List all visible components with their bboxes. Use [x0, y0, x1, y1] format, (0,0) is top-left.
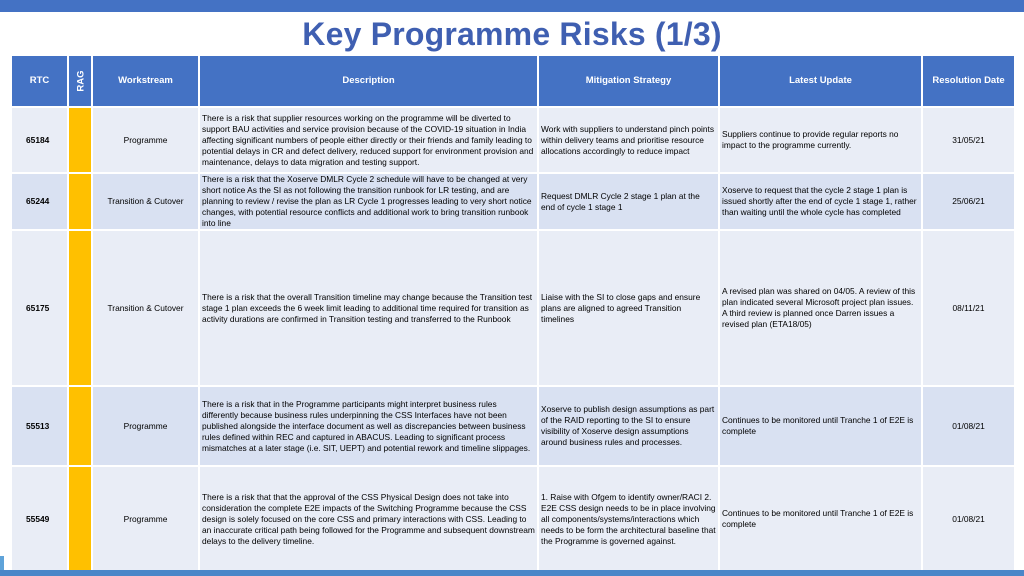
- table-row: [11, 107, 1015, 173]
- resolution-date-cell: 31/05/21: [922, 107, 1015, 173]
- header-workstream: Workstream: [92, 55, 199, 107]
- header-resolution-date: Resolution Date: [922, 55, 1015, 107]
- bottom-accent-bar: [0, 570, 1024, 576]
- latest-update-cell: Continues to be monitored until Tranche 1 of E2E is complete: [719, 466, 922, 572]
- resolution-date-cell: 25/06/21: [922, 173, 1015, 230]
- resolution-date-cell: 08/11/21: [922, 230, 1015, 386]
- rag-status-amber: [68, 173, 92, 230]
- rtc-cell: 55549: [11, 466, 68, 572]
- latest-update-cell: Continues to be monitored until Tranche 1 of E2E is complete: [719, 386, 922, 466]
- latest-update-cell: A revised plan was shared on 04/05. A review of this plan indicated several Microsoft project plan issues. A third review is planned once Darren issues a revised plan (ETA18/05): [719, 230, 922, 386]
- header-row: [11, 55, 1015, 107]
- table-row: [11, 386, 1015, 466]
- description-cell: There is a risk that in the Programme participants might interpret business rules differently because business rules underpinning the CSS Interfaces have not been published alongside the interface document as well as discrepancies between business rules defined within REC and captured in ABACUS. Leading to significant process mismatches at a later stage (i.e. SIT, UEPT) and potential rework and timeline slippages.: [199, 386, 538, 466]
- workstream-cell: Transition & Cutover: [92, 173, 199, 230]
- rag-status-amber: [68, 230, 92, 386]
- mitigation-cell: Work with suppliers to understand pinch points within delivery teams and prioritise resource allocations accordingly to reduce impact: [538, 107, 719, 173]
- top-accent-bar: [0, 0, 1024, 12]
- rtc-cell: 65184: [11, 107, 68, 173]
- rtc-cell: 65244: [11, 173, 68, 230]
- header-description: Description: [199, 55, 538, 107]
- resolution-date-cell: 01/08/21: [922, 466, 1015, 572]
- description-cell: There is a risk that the overall Transition timeline may change because the Transition test stage 1 plan exceeds the 6 week limit leading to additional time required for transition as activity durations are confirmed in Transition testing and transferred to the Runbook: [199, 230, 538, 386]
- mitigation-cell: Request DMLR Cycle 2 stage 1 plan at the end of cycle 1 stage 1: [538, 173, 719, 230]
- rag-status-amber: [68, 466, 92, 572]
- header-latest-update: Latest Update: [719, 55, 922, 107]
- mitigation-cell: 1. Raise with Ofgem to identify owner/RACI 2. E2E CSS design needs to be in place involving all components/systems/interactions which needs to be form the architectural baseline that the Programme is governed against.: [538, 466, 719, 572]
- workstream-cell: Programme: [92, 466, 199, 572]
- description-cell: There is a risk that the Xoserve DMLR Cycle 2 schedule will have to be changed at very short notice As the SI as not following the transition runbook for LR testing, and are planning to review / revise the plan as LR Cycle 1 progresses leading to very short notice changes, with potential resource conflicts and additional work to bring transition runbook into line: [199, 173, 538, 230]
- resolution-date-cell: 01/08/21: [922, 386, 1015, 466]
- mitigation-cell: Xoserve to publish design assumptions as part of the RAID reporting to the SI to ensure visibility of Xoserve design assumptions around business rules and processes.: [538, 386, 719, 466]
- table-row: [11, 173, 1015, 230]
- description-cell: There is a risk that supplier resources working on the programme will be diverted to support BAU activities and service provision because of the COVID-19 situation in India affecting significant numbers of people either directly or their friends and family leading to potential delays in CR and defect delivery, reduced support for environment provision and maintenance, delays to data migration and testing support.: [199, 107, 538, 173]
- rtc-cell: 65175: [11, 230, 68, 386]
- rag-status-amber: [68, 107, 92, 173]
- latest-update-cell: Suppliers continue to provide regular reports no impact to the programme currently.: [719, 107, 922, 173]
- description-cell: There is a risk that that the approval of the CSS Physical Design does not take into consideration the complete E2E impacts of the Switching Programme because the CSS design is solely focused on the core CSS and primary interactions with CSS. Leading to an inaccurate critical path being followed for the Programme and subsequent downstream delays to the delivery timeline.: [199, 466, 538, 572]
- header-rag: RAG: [68, 55, 92, 107]
- risk-table: [10, 54, 1016, 573]
- table-row: [11, 466, 1015, 572]
- header-mitigation: Mitigation Strategy: [538, 55, 719, 107]
- rtc-cell: 55513: [11, 386, 68, 466]
- page-title: Key Programme Risks (1/3): [302, 16, 722, 52]
- header-rtc: RTC: [11, 55, 68, 107]
- workstream-cell: Programme: [92, 107, 199, 173]
- corner-accent: [0, 556, 4, 570]
- workstream-cell: Programme: [92, 386, 199, 466]
- mitigation-cell: Liaise with the SI to close gaps and ensure plans are aligned to agreed Transition timelines: [538, 230, 719, 386]
- workstream-cell: Transition & Cutover: [92, 230, 199, 386]
- rag-status-amber: [68, 386, 92, 466]
- table-row: [11, 230, 1015, 386]
- latest-update-cell: Xoserve to request that the cycle 2 stage 1 plan is issued shortly after the end of cycle 1 stage 1, rather than waiting until the whole cycle has completed: [719, 173, 922, 230]
